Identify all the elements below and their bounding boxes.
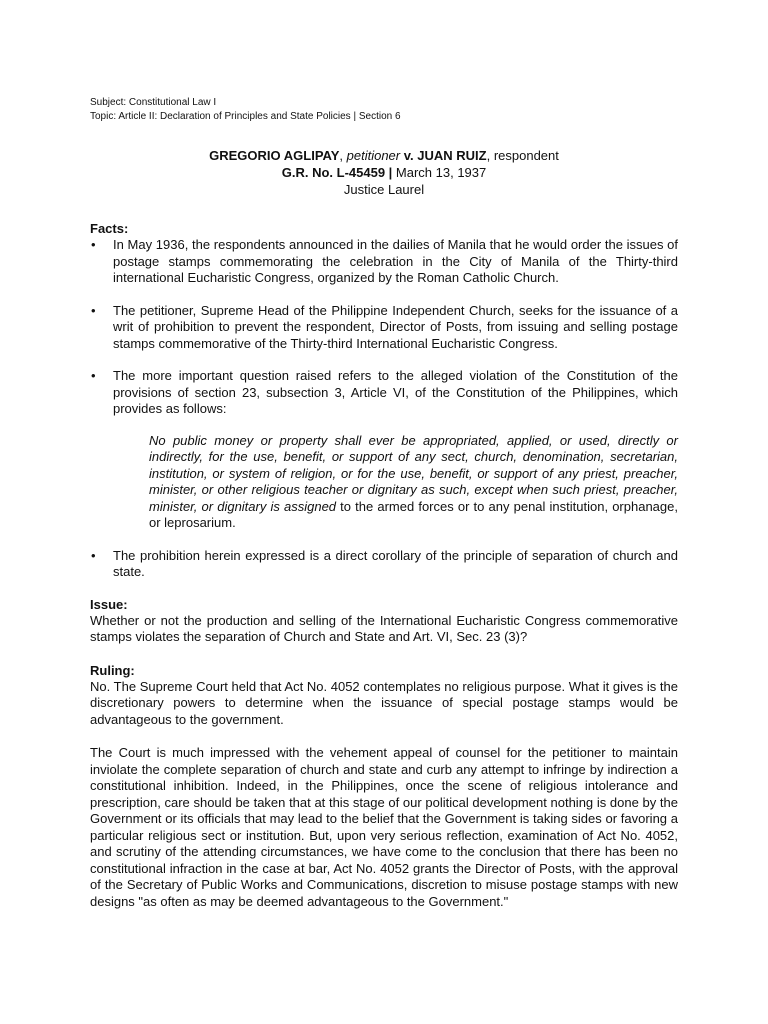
- fact-text: The petitioner, Supreme Head of the Philippine Independent Church, seeks for the issuance of a writ of prohibition to prevent the respondent, Director of Posts, from issuing and selling postage stamps commemorative of the Thirty-third International Eucharistic Congress.: [113, 302, 678, 351]
- fact-item: [90, 303, 678, 353]
- ruling-heading: Ruling:: [90, 662, 135, 678]
- fact-item: [90, 548, 678, 581]
- bullet-icon: •: [91, 368, 96, 383]
- fact-text: The more important question raised refers to the alleged violation of the Constitution of the provisions of section 23, subsection 3, Article VI, of the Constitution of the Philippines, which provides as follows:: [113, 368, 678, 416]
- facts-list: [90, 237, 678, 581]
- fact-text: In May 1936, the respondents announced in the dailies of Manila that he would order the issues of postage stamps commemorating the celebration in the City of Manila of the Thirty-third international Eucharistic Congress, organized by the Roman Catholic Church.: [113, 237, 678, 285]
- subject-line: Subject: Constitutional Law I: [90, 97, 217, 108]
- bullet-icon: •: [91, 302, 96, 318]
- gr-number: G.R. No. L-45459 |: [281, 165, 393, 180]
- case-title: GREGORIO AGLIPAY, petitioner v. JUAN RUIZ, respondent: [209, 148, 559, 163]
- case-number-line: [90, 164, 678, 181]
- ruling-paragraph: The Court is much impressed with the vehement appeal of counsel for the petitioner to maintain inviolate the complete separation of church and state and curb any attempt to infringe by indirection a constitutional inhibition. Indeed, in the Philippines, once the scene of religious intolerance and prescription, care should be taken that at this stage of our political development nothing is done by the Government or its officials that may lead to the belief that the Government is taking sides or favoring a particular religious sect or institution. But, upon very serious reflection, examination of Act No. 4052, and scrutiny of the attending circumstances, we have come to the conclusion that there has been no constitutional infraction in the case at bar, Act No. 4052 grants the Director of Posts, with the approval of the Secretary of Public Works and Communications, discretion to misuse postage stamps with new designs "as often as may be deemed advantageous to the Government.": [90, 745, 678, 909]
- bullet-icon: •: [91, 237, 96, 252]
- petitioner-role: petitioner: [346, 148, 401, 163]
- bullet-icon: •: [91, 547, 96, 563]
- constitutional-quote: [149, 433, 678, 532]
- fact-item: [90, 368, 678, 532]
- topic-line: Topic: Article II: Declaration of Principles and State Policies | Section 6: [90, 111, 401, 122]
- decision-date: March 13, 1937: [392, 165, 487, 180]
- ponente: Justice Laurel: [343, 182, 425, 197]
- quote-text-plain: to the armed forces or to any penal institution, orphanage, or leprosarium.: [149, 498, 678, 530]
- facts-heading: Facts:: [90, 221, 129, 236]
- ruling-paragraph: No. The Supreme Court held that Act No. 4052 contemplates no religious purpose. What it gives is the discretionary powers to determine when the issuance of special postage stamps would be advantageous to the government.: [90, 678, 678, 727]
- respondent-name: JUAN RUIZ: [417, 148, 487, 163]
- issue-text: Whether or not the production and selling of the International Eucharistic Congress commemorative stamps violates the separation of Church and State and Art. VI, Sec. 23 (3)?: [90, 612, 678, 644]
- issue-heading: Issue:: [90, 596, 128, 612]
- fact-item: [90, 237, 678, 287]
- fact-text: The prohibition herein expressed is a direct corollary of the principle of separation of church and state.: [113, 547, 678, 579]
- versus: v.: [403, 148, 414, 163]
- case-caption: [90, 147, 678, 198]
- petitioner-name: GREGORIO AGLIPAY: [209, 148, 340, 163]
- respondent-role: , respondent: [486, 148, 559, 163]
- quote-text: No public money or property shall ever be appropriated, applied, or used, directly or indirectly, for the use, benefit, or support of any sect, church, denomination, secretarian, institution, or system of religion, or for the use, benefit, or support of any priest, preacher, minister, or other religious teacher or dignitary as such, except when such priest, preacher, minister, or dignitary is assigned: [149, 432, 678, 514]
